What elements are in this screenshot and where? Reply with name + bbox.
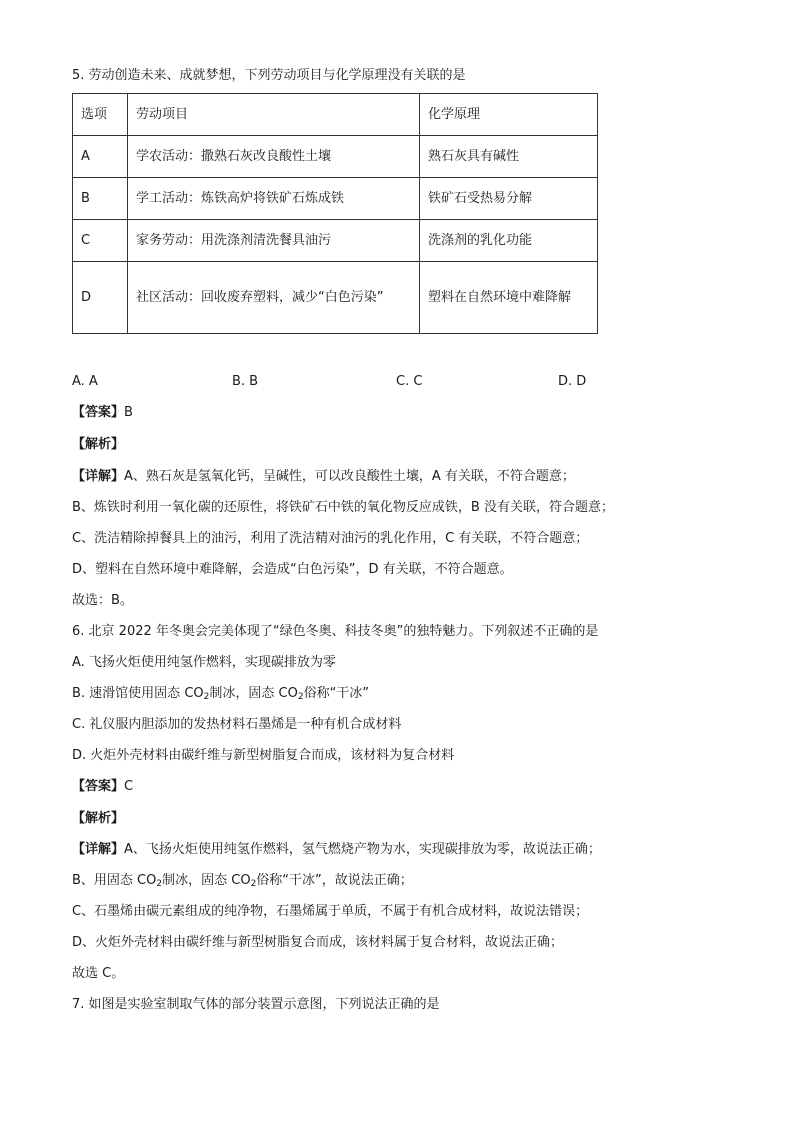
detail-text: A、飞扬火炬使用纯氢作燃料，氢气燃烧产物为水，实现碳排放为零，故说法正确； (124, 842, 601, 857)
q6-stem: 6. 北京 2022 年冬奥会完美体现了“绿色冬奥、科技冬奥”的独特魅力。下列叙述不正确的是 (72, 624, 599, 639)
choice-a[interactable]: A. A (72, 374, 98, 389)
q6-answer (72, 779, 133, 795)
table-cell: 学工活动：炼铁高炉将铁矿石炼成铁 (128, 178, 420, 220)
q6-conclusion: 故选 C。 (72, 966, 125, 981)
table-cell: 社区活动：回收废弃塑料，减少“白色污染” (128, 262, 420, 334)
choice-d[interactable]: D. D (558, 374, 587, 389)
table-cell: D (73, 262, 128, 334)
subscript: 2 (156, 879, 163, 889)
q5-stem: 5. 劳动创造未来、成就梦想，下列劳动项目与化学原理没有关联的是 (72, 68, 466, 83)
answer-label: 【答案】 (72, 405, 125, 420)
answer-value: C (124, 779, 134, 794)
q5-detail-a (72, 469, 575, 485)
detail-text: B、用固态 CO (72, 873, 157, 888)
table-cell: A (73, 136, 128, 178)
option-text: B. 速滑馆使用固态 CO (72, 686, 204, 701)
choice-b[interactable]: B. B (232, 374, 259, 389)
subscript: 2 (203, 692, 210, 702)
q5-table (72, 93, 598, 334)
q5-detail-b: B、炼铁时利用一氧化碳的还原性，将铁矿石中铁的氧化物反应成铁，B 没有关联，符合题意； (72, 500, 614, 515)
subscript: 2 (297, 692, 304, 702)
option-text: 俗称“干冰” (303, 686, 370, 701)
table-row (73, 262, 598, 334)
table-cell: 熟石灰具有碱性 (420, 136, 598, 178)
q5-conclusion: 故选：B。 (72, 593, 133, 608)
q6-option-d[interactable]: D. 火炬外壳材料由碳纤维与新型树脂复合而成，该材料为复合材料 (72, 748, 455, 763)
q6-detail-d: D、火炬外壳材料由碳纤维与新型树脂复合而成，该材料属于复合材料，故说法正确； (72, 935, 564, 950)
table-row (73, 220, 598, 262)
table-cell: 塑料在自然环境中难降解 (420, 262, 598, 334)
q5-detail-c: C、洗洁精除掉餐具上的油污，利用了洗洁精对油污的乳化作用，C 有关联，不符合题意； (72, 531, 589, 546)
table-cell: 学农活动：撒熟石灰改良酸性土壤 (128, 136, 420, 178)
table-row (73, 136, 598, 178)
table-cell: 家务劳动：用洗涤剂清洗餐具油污 (128, 220, 420, 262)
table-header-row (73, 94, 598, 136)
table-cell: 洗涤剂的乳化功能 (420, 220, 598, 262)
q6-option-b[interactable] (72, 686, 369, 702)
table-header-cell: 选项 (73, 94, 128, 136)
answer-label: 【答案】 (72, 779, 125, 794)
choice-c[interactable]: C. C (396, 374, 423, 389)
table-header-cell: 劳动项目 (128, 94, 420, 136)
q7-stem: 7. 如图是实验室制取气体的部分装置示意图，下列说法正确的是 (72, 997, 440, 1012)
option-text: 制冰，固态 CO (209, 686, 298, 701)
q5-choices (72, 374, 632, 390)
table-header-cell: 化学原理 (420, 94, 598, 136)
q6-option-c[interactable]: C. 礼仪服内胆添加的发热材料石墨烯是一种有机合成材料 (72, 717, 402, 732)
table-cell: C (73, 220, 128, 262)
detail-text: A、熟石灰是氢氧化钙，呈碱性，可以改良酸性土壤，A 有关联，不符合题意； (124, 469, 575, 484)
detail-label: 【详解】 (72, 842, 125, 857)
q6-option-a[interactable]: A. 飞扬火炬使用纯氢作燃料，实现碳排放为零 (72, 655, 336, 670)
detail-label: 【详解】 (72, 469, 125, 484)
detail-text: 制冰，固态 CO (162, 873, 251, 888)
detail-text: 俗称“干冰”，故说法正确； (256, 873, 413, 888)
q6-analysis-label: 【解析】 (72, 811, 125, 826)
q6-detail-b (72, 873, 413, 889)
table-cell: 铁矿石受热易分解 (420, 178, 598, 220)
table-cell: B (73, 178, 128, 220)
q6-detail-a (72, 842, 601, 858)
subscript: 2 (250, 879, 257, 889)
answer-value: B (124, 405, 133, 420)
q6-detail-c: C、石墨烯由碳元素组成的纯净物，石墨烯属于单质，不属于有机合成材料，故说法错误； (72, 904, 589, 919)
table-row (73, 178, 598, 220)
q5-analysis-label: 【解析】 (72, 437, 125, 452)
q5-detail-d: D、塑料在自然环境中难降解，会造成“白色污染”，D 有关联，不符合题意。 (72, 562, 513, 577)
q5-answer (72, 405, 133, 421)
